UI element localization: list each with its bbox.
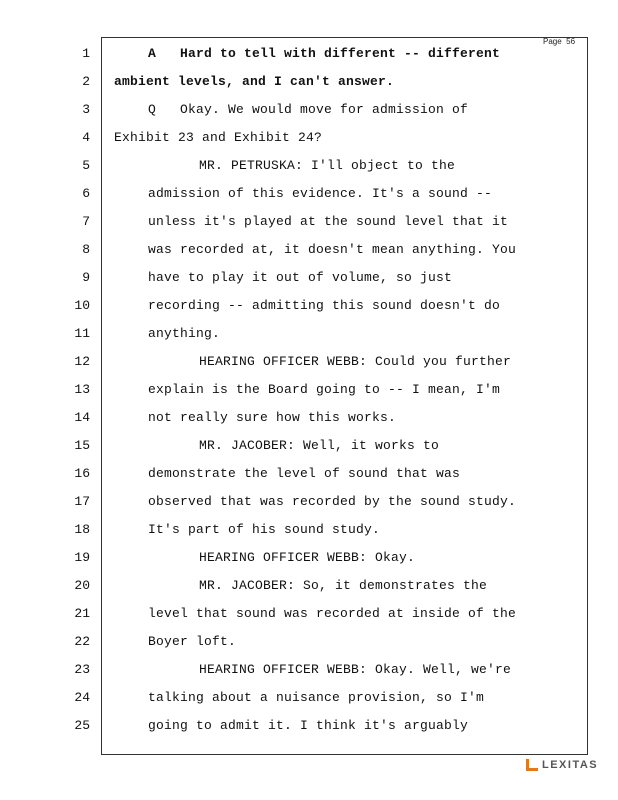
transcript-line: MR. JACOBER: Well, it works to bbox=[199, 438, 440, 453]
line-number: 7 bbox=[82, 214, 90, 229]
transcript-line: talking about a nuisance provision, so I'm bbox=[148, 690, 485, 705]
line-number: 16 bbox=[74, 466, 90, 481]
line-number: 22 bbox=[74, 634, 90, 649]
line-number: 20 bbox=[74, 578, 90, 593]
transcript-line: have to play it out of volume, so just bbox=[148, 270, 453, 285]
transcript-line: MR. JACOBER: So, it demonstrates the bbox=[199, 578, 488, 593]
transcript-line: unless it's played at the sound level that it bbox=[148, 214, 509, 229]
transcript-line: explain is the Board going to -- I mean, I'm bbox=[148, 382, 501, 397]
transcript-line: It's part of his sound study. bbox=[148, 522, 381, 537]
line-number: 6 bbox=[82, 186, 90, 201]
transcript-line: MR. PETRUSKA: I'll object to the bbox=[199, 158, 456, 173]
transcript-line: anything. bbox=[148, 326, 221, 341]
line-number: 15 bbox=[74, 438, 90, 453]
transcript-line: not really sure how this works. bbox=[148, 410, 397, 425]
line-number: 14 bbox=[74, 410, 90, 425]
lexitas-mark-icon bbox=[525, 758, 539, 772]
line-number: 18 bbox=[74, 522, 90, 537]
line-number: 19 bbox=[74, 550, 90, 565]
transcript-line: Exhibit 23 and Exhibit 24? bbox=[114, 130, 323, 145]
transcript-line: was recorded at, it doesn't mean anything. You bbox=[148, 242, 517, 257]
transcript-line: observed that was recorded by the sound study. bbox=[148, 494, 517, 509]
line-number: 3 bbox=[82, 102, 90, 117]
line-number: 8 bbox=[82, 242, 90, 257]
line-number: 2 bbox=[82, 74, 90, 89]
transcript-line: Q Okay. We would move for admission of bbox=[148, 102, 469, 117]
transcript-line: HEARING OFFICER WEBB: Could you further bbox=[199, 354, 512, 369]
line-number: 13 bbox=[74, 382, 90, 397]
transcript-line: demonstrate the level of sound that was bbox=[148, 466, 461, 481]
line-number: 21 bbox=[74, 606, 90, 621]
transcript-line: going to admit it. I think it's arguably bbox=[148, 718, 469, 733]
line-number: 1 bbox=[82, 46, 90, 61]
page-number: Page 56 bbox=[543, 37, 576, 46]
transcript-line: admission of this evidence. It's a sound -- bbox=[148, 186, 493, 201]
transcript-line: ambient levels, and I can't answer. bbox=[114, 74, 395, 89]
line-number: 5 bbox=[82, 158, 90, 173]
line-number: 4 bbox=[82, 130, 90, 145]
transcript-line: HEARING OFFICER WEBB: Okay. bbox=[199, 550, 416, 565]
lexitas-logo-text: LEXITAS bbox=[542, 759, 599, 771]
line-number: 10 bbox=[74, 298, 90, 313]
transcript-line: A Hard to tell with different -- different bbox=[148, 46, 501, 61]
transcript-line: recording -- admitting this sound doesn't do bbox=[148, 298, 501, 313]
line-number: 25 bbox=[74, 718, 90, 733]
transcript-line: HEARING OFFICER WEBB: Okay. Well, we're bbox=[199, 662, 512, 677]
line-number: 11 bbox=[74, 326, 90, 341]
line-number: 9 bbox=[82, 270, 90, 285]
line-number: 23 bbox=[74, 662, 90, 677]
line-number: 12 bbox=[74, 354, 90, 369]
transcript-line: level that sound was recorded at inside of the bbox=[148, 606, 517, 621]
line-number: 17 bbox=[74, 494, 90, 509]
transcript-line: Boyer loft. bbox=[148, 634, 237, 649]
lexitas-logo bbox=[525, 758, 598, 772]
line-number: 24 bbox=[74, 690, 90, 705]
